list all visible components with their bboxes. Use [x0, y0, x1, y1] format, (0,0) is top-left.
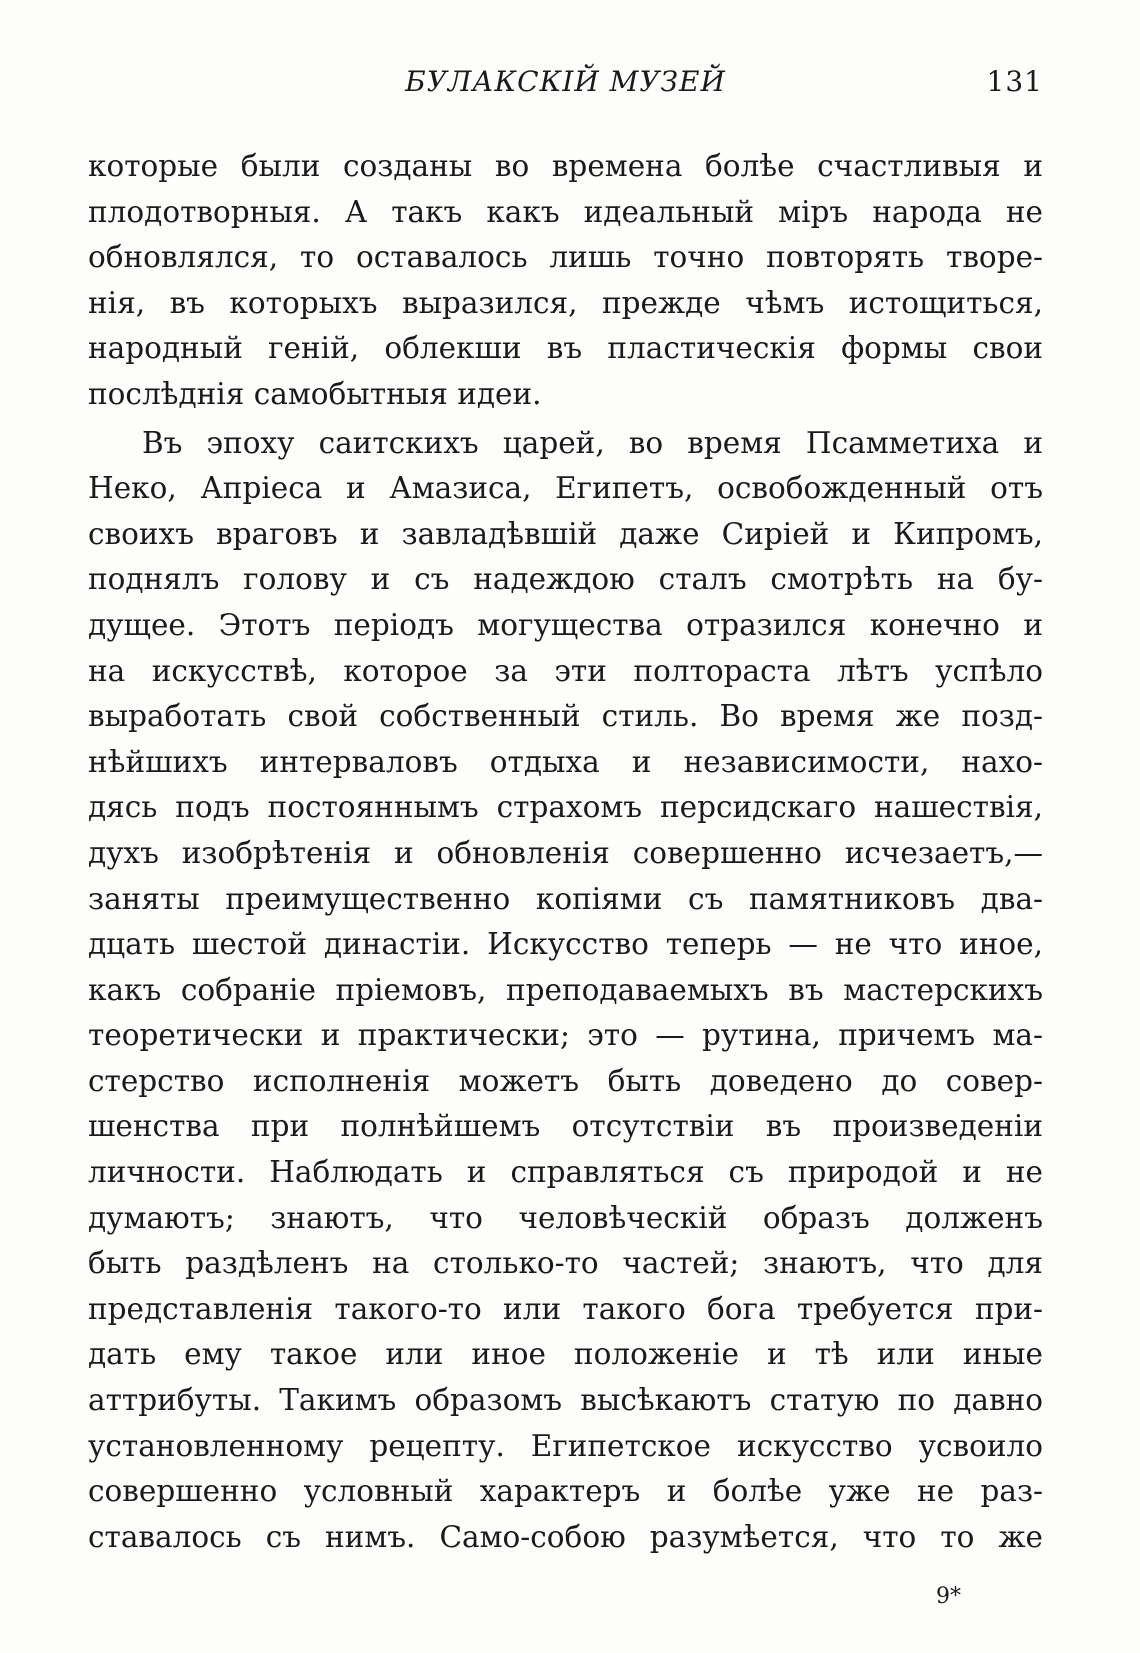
- text-line: Въ эпоху саитскихъ царей, во время Псамметиха и: [142, 425, 1043, 460]
- text-line: выработать свой собственный стиль. Во время же позд-: [88, 699, 1043, 734]
- text-line: плодотворныя. А такъ какъ идеальный міръ народа не: [88, 194, 1043, 229]
- paragraph: [88, 421, 1043, 1561]
- text-line: представленія такого-то или такого бога требуется при-: [88, 1291, 1043, 1326]
- text-line: которые были созданы во времена болѣе счастливыя и: [88, 149, 1043, 183]
- text-line: ставалось съ нимъ. Само-собою разумѣется, что то же: [88, 1519, 1043, 1554]
- text-line: поднялъ голову и съ надеждою сталъ смотрѣть на бу-: [88, 562, 1043, 597]
- text-line: обновлялся, то оставалось лишь точно повторять творе-: [88, 240, 1043, 275]
- text-line: народный геній, облекши въ пластическія формы свои: [88, 331, 1043, 366]
- text-line: личности. Наблюдать и справляться съ природой и не: [88, 1155, 1043, 1190]
- text-line: нія, въ которыхъ выразился, прежде чѣмъ истощиться,: [88, 285, 1043, 320]
- text-line: быть раздѣленъ на столько-то частей; знаютъ, что для: [88, 1246, 1043, 1281]
- text-line: на искусствѣ, которое за эти полтораста лѣтъ успѣло: [88, 653, 1043, 688]
- text-line: стерство исполненія можетъ быть доведено до совер-: [88, 1063, 1043, 1098]
- signature-mark: 9*: [936, 1584, 961, 1609]
- text-line: духъ изобрѣтенія и обновленія совершенно исчезаетъ,—: [88, 835, 1043, 870]
- text-line: своихъ враговъ и завладѣвшій даже Сиріей и Кипромъ,: [88, 516, 1043, 551]
- text-line: установленному рецепту. Египетское искусство усвоило: [88, 1428, 1043, 1463]
- running-title: БУЛАКСКІЙ МУЗЕЙ: [405, 65, 726, 98]
- text-line: нѣйшихъ интерваловъ отдыха и независимости, нахо-: [88, 744, 1043, 779]
- text-line: совершенно условный характеръ и болѣе уже не раз-: [88, 1474, 1043, 1509]
- text-line: дясь подъ постояннымъ страхомъ персидскаго нашествія,: [88, 790, 1043, 825]
- running-head: [88, 62, 1043, 102]
- text-line: думаютъ; знаютъ, что человѣческій образъ долженъ: [88, 1200, 1043, 1235]
- text-line: дцать шестой династіи. Искусство теперь — не что иное,: [88, 927, 1043, 962]
- page-number: 131: [986, 65, 1043, 98]
- text-line: теоретически и практически; это — рутина, причемъ ма-: [88, 1018, 1043, 1053]
- text-line: шенства при полнѣйшемъ отсутствіи въ произведеніи: [88, 1109, 1043, 1144]
- text-line: заняты преимущественно копіями съ памятниковъ два-: [88, 881, 1043, 916]
- body-text: [88, 144, 1043, 1560]
- text-line: дать ему такое или иное положеніе и тѣ или иные: [88, 1337, 1043, 1372]
- text-line: аттрибуты. Такимъ образомъ высѣкаютъ статую по давно: [88, 1383, 1043, 1418]
- text-line: дущее. Этотъ періодъ могущества отразился конечно и: [88, 607, 1043, 642]
- paragraph: [88, 144, 1043, 418]
- text-line: какъ собраніе пріемовъ, преподаваемыхъ въ мастерскихъ: [88, 972, 1043, 1007]
- text-line: послѣднія самобытныя идеи.: [88, 376, 542, 411]
- text-line: Неко, Апріеса и Амазиса, Египетъ, освобожденный отъ: [88, 471, 1043, 506]
